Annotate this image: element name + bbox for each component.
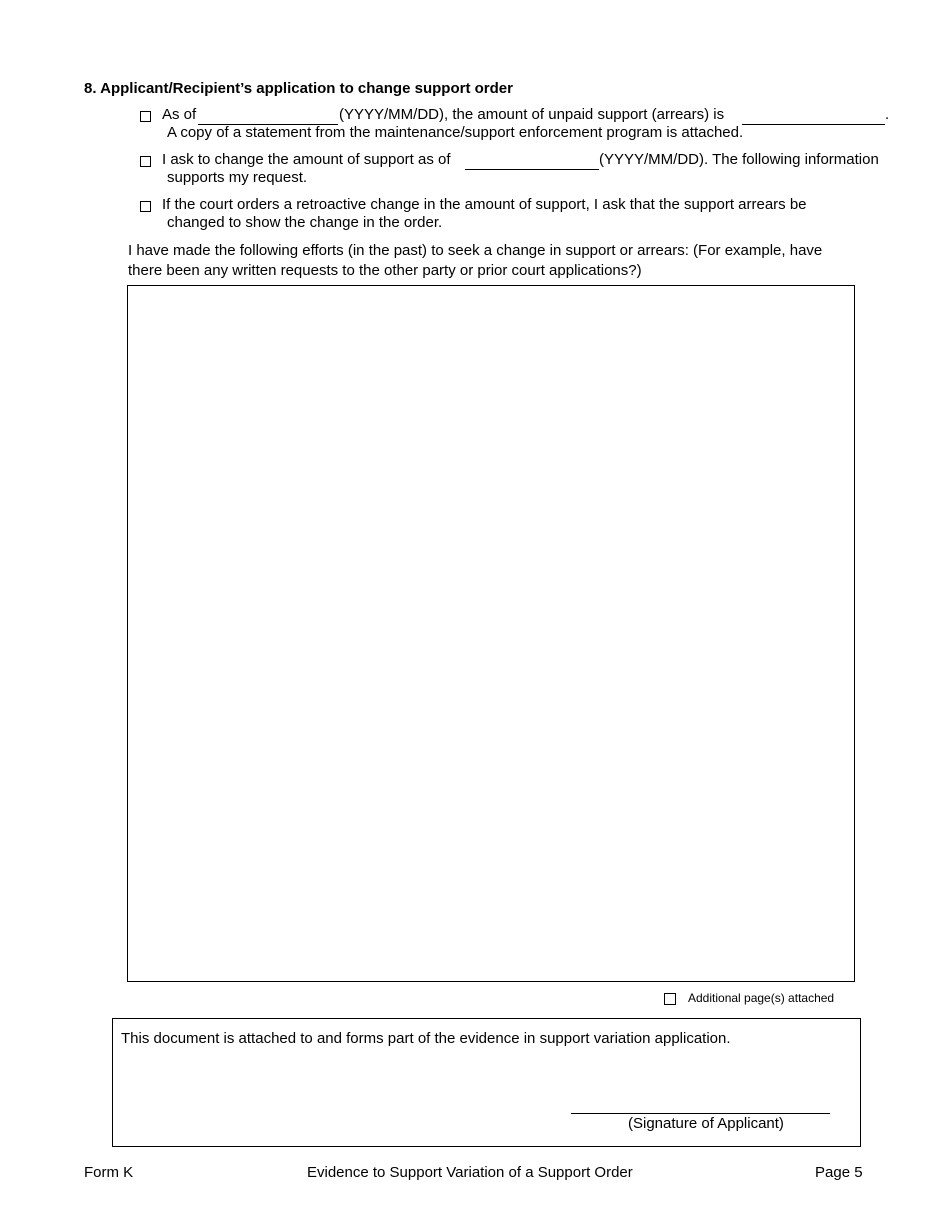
item2-prefix: I ask to change the amount of support as of [162,151,451,168]
change-date-field[interactable] [465,169,599,170]
retroactive-checkbox[interactable] [140,201,151,212]
additional-pages-label: Additional page(s) attached [688,991,835,1005]
arrears-amount-field[interactable] [742,124,885,125]
item3-line1: If the court orders a retroactive change in the amount of support, I ask that the support arrears be [162,196,807,213]
item3-line2: changed to show the change in the order. [167,214,443,231]
item1-middle: (YYYY/MM/DD), the amount of unpaid support (arrears) is [339,106,725,123]
section-heading: 8. Applicant/Recipient’s application to change support order [84,80,513,97]
item2-suffix: (YYYY/MM/DD). The following information [599,151,879,168]
signature-caption: (Signature of Applicant) [628,1115,784,1132]
arrears-checkbox[interactable] [140,111,151,122]
change-support-checkbox[interactable] [140,156,151,167]
efforts-line2: there been any written requests to the other party or prior court applications?) [128,262,642,279]
footer-page: Page 5 [815,1164,863,1181]
item1-suffix: . [885,106,890,123]
efforts-line1: I have made the following efforts (in the past) to seek a change in support or arrears: (For example, have [128,242,823,259]
additional-pages-checkbox[interactable] [664,993,676,1005]
signature-line[interactable] [571,1113,830,1114]
item2-line2: supports my request. [167,169,308,186]
item1-line2: A copy of a statement from the maintenance/support enforcement program is attached. [167,124,744,141]
item1-prefix: As of [162,106,197,123]
footer-form: Form K [84,1164,134,1181]
efforts-textarea[interactable] [127,285,855,982]
evidence-statement: This document is attached to and forms part of the evidence in support variation application. [121,1030,731,1047]
footer-title: Evidence to Support Variation of a Support Order [307,1164,633,1181]
